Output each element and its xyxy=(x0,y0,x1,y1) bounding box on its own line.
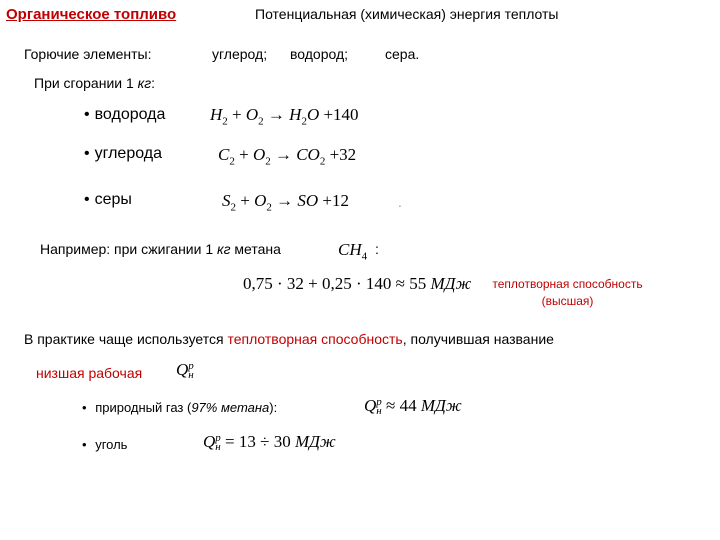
lower-label: низшая рабочая xyxy=(36,365,143,381)
page-subtitle: Потенциальная (химическая) энергия теплоты xyxy=(255,6,559,22)
bullet-hydrogen: • водорода xyxy=(84,106,165,124)
trailing-dot: . xyxy=(398,194,402,210)
equation-carbon: $C_2 + O_2 \to CO_2 +32$ xyxy=(218,145,357,168)
elements-label: Горючие элементы: xyxy=(24,46,152,62)
example-text: Например: при сжигании 1 кг метана xyxy=(40,241,281,257)
combustion-intro: При сгорании 1 кг: xyxy=(34,75,156,91)
lower-symbol: Q р н xyxy=(176,360,194,382)
equation-hydrogen: $H_2 + O_2 \to H_2O +140$ xyxy=(210,105,359,128)
fuel-coal: • уголь xyxy=(82,437,127,452)
methane-formula: $CH_4$ xyxy=(338,240,368,263)
example-colon: : xyxy=(375,241,379,257)
bullet-carbon: • углерода xyxy=(84,145,162,163)
fuel-natural-gas: • природный газ (97% метана): xyxy=(82,400,277,415)
bullet-sulfur: • серы xyxy=(84,191,132,209)
note-line-1: теплотворная способность xyxy=(492,277,643,291)
equation-sulfur: $S_2 + O_2$ → SO +12 xyxy=(222,191,349,214)
element-hydrogen: водород; xyxy=(290,46,349,62)
higher-heating-value-note xyxy=(480,276,655,310)
methane-calculation: 0,75 · 32 + 0,25 · 140 ≈ 55 МДж xyxy=(243,274,472,293)
coal-value: Q р н = 13 ÷ 30 МДж xyxy=(203,432,336,454)
note-line-2: (высшая) xyxy=(541,294,594,308)
practice-text: В практике чаще используется теплотворная способность, получившая название xyxy=(24,331,554,347)
natural-gas-value: Q р н ≈ 44 МДж xyxy=(364,396,462,418)
element-sulfur: сера. xyxy=(385,46,420,62)
element-carbon: углерод; xyxy=(212,46,268,62)
page-title: Органическое топливо xyxy=(6,6,177,23)
